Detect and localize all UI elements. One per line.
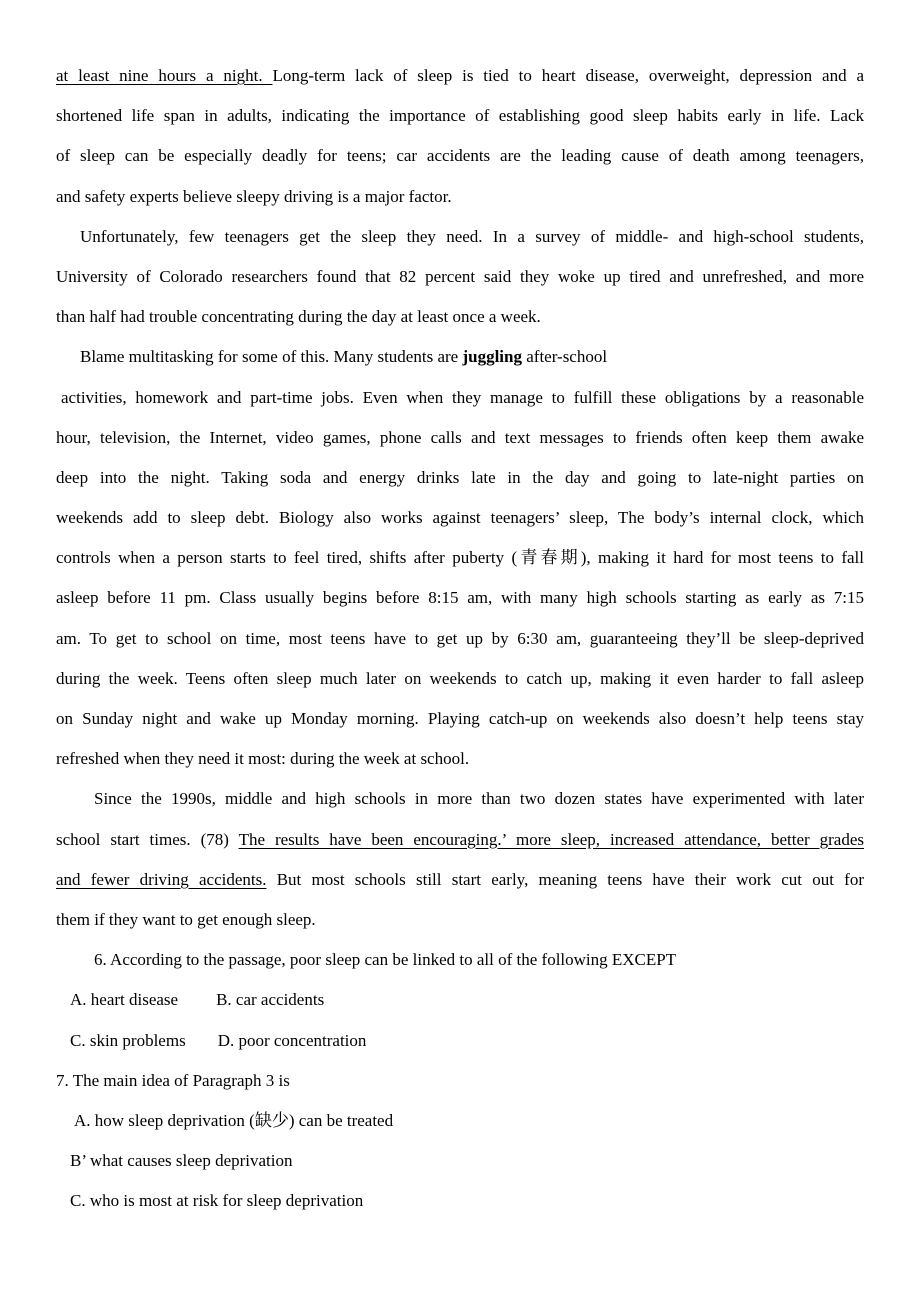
paragraph-3-line-2: activities, homework and part-time jobs. Even when they manage to fulfill these obligations by a reasonable <box>61 387 864 407</box>
paragraph-3-line-11: refreshed when they need it most: during the week at school. <box>56 749 470 769</box>
paragraph-3-line-7: asleep before 11 pm. Class usually begins before 8:15 am, with many high schools starting as early as 7:15 <box>56 588 864 608</box>
paragraph-4-line-2: school start times. (78) The results have been encouraging.’ more sleep, increased attendance, better grades <box>56 829 864 849</box>
question-6-stem: 6. According to the passage, poor sleep can be linked to all of the following EXCEPT <box>94 950 677 970</box>
option-d: D. poor concentration <box>217 1030 367 1050</box>
question-7-stem: 7. The main idea of Paragraph 3 is <box>56 1070 290 1090</box>
paragraph-3-line-4: deep into the night. Taking soda and energy drinks late in the day and going to late-night parties on <box>56 467 864 487</box>
underlined-sentence: The results have been encouraging.’ more sleep, increased attendance, better grades <box>238 829 864 849</box>
paragraph-3-line-6: controls when a person starts to feel tired, shifts after puberty (青春期), making it hard for most teens to fall <box>56 548 864 568</box>
paragraph-3-line-10: on Sunday night and wake up Monday morning. Playing catch-up on weekends also doesn’t help teens stay <box>56 709 864 728</box>
paragraph-1-line-1: at least nine hours a night. Long-term lack of sleep is tied to heart disease, overweight, depression and a <box>56 66 864 85</box>
option-a: A. heart disease <box>70 990 179 1010</box>
paragraph-3-line-8: am. To get to school on time, most teens have to get up by 6:30 am, guaranteeing they’ll be sleep-deprived <box>56 628 864 648</box>
question-6-options-row-2 <box>56 1021 864 1061</box>
question-6-options-row-1 <box>56 980 864 1020</box>
underlined-phrase: at least nine hours a night. <box>56 66 273 85</box>
option-c: C. skin problems <box>70 1030 186 1050</box>
paragraph-3-line-3: hour, television, the Internet, video games, phone calls and text messages to friends often keep them awake <box>56 427 864 447</box>
paragraph-1-line-2: shortened life span in adults, indicating the importance of establishing good sleep habits early in life. Lack <box>56 106 864 126</box>
paragraph-2-line-2: University of Colorado researchers found that 82 percent said they woke up tired and unrefreshed, and more <box>56 266 864 286</box>
paragraph-3-line-5: weekends add to sleep debt. Biology also works against teenagers’ sleep, The body’s internal clock, which <box>56 508 864 528</box>
document-page <box>56 56 864 1221</box>
question-7-option-c: C. who is most at risk for sleep deprivation <box>70 1191 364 1211</box>
paragraph-4-line-1: Since the 1990s, middle and high schools in more than two dozen states have experimented with later <box>94 789 864 809</box>
paragraph-3-line-1: Blame multitasking for some of this. Many students are juggling after-school <box>80 347 608 367</box>
question-7-option-b: B’ what causes sleep deprivation <box>70 1151 293 1171</box>
paragraph-1-line-3: of sleep can be especially deadly for teens; car accidents are the leading cause of death among teenagers, <box>56 146 864 166</box>
paragraph-1-line-4: and safety experts believe sleepy driving is a major factor. <box>56 186 452 206</box>
option-b: B. car accidents <box>216 990 325 1010</box>
question-7-option-a: A. how sleep deprivation (缺少) can be treated <box>74 1110 394 1130</box>
underlined-sentence-end: and fewer driving accidents. <box>56 869 267 889</box>
paragraph-4-line-4: them if they want to get enough sleep. <box>56 909 316 929</box>
paragraph-2-line-3: than half had trouble concentrating during the day at least once a week. <box>56 307 541 327</box>
paragraph-2-line-1: Unfortunately, few teenagers get the sleep they need. In a survey of middle- and high-school students, <box>80 226 864 246</box>
paragraph-3-line-9: during the week. Teens often sleep much later on weekends to catch up, making it even harder to fall asleep <box>56 668 864 688</box>
bold-word-juggling: juggling <box>462 347 522 367</box>
paragraph-4-line-3: and fewer driving accidents. But most schools still start early, meaning teens have their work cut out for <box>56 869 864 889</box>
